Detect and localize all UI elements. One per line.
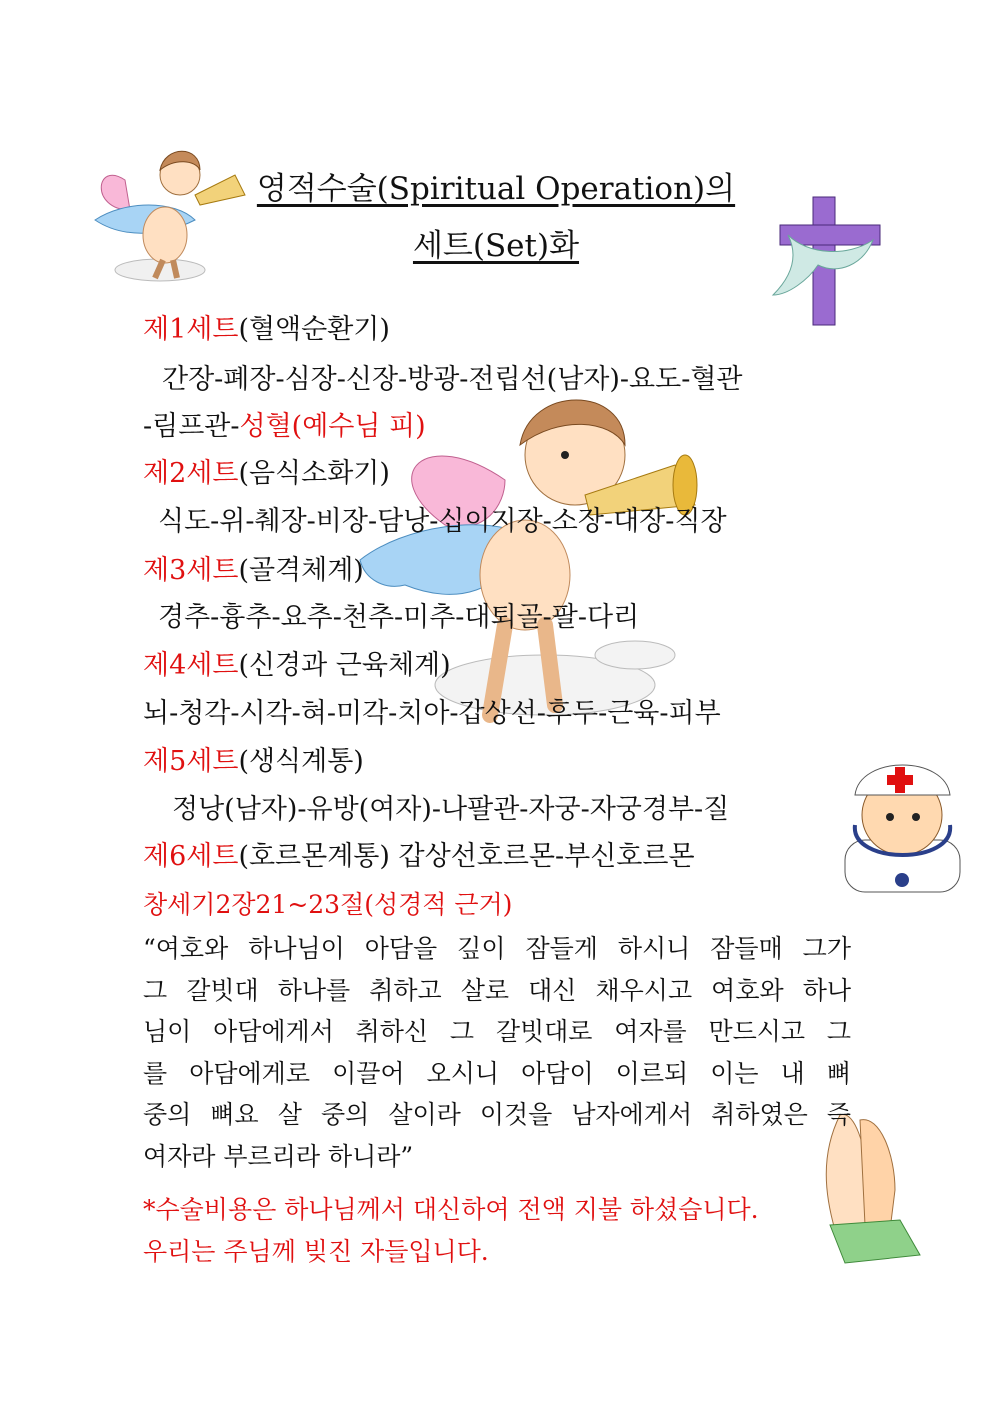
set3-heading: [143, 557, 364, 584]
set5-heading: [143, 748, 364, 775]
scripture-reference: 창세기2장21~23절(성경적 근거): [143, 890, 513, 919]
set-subtitle: (신경과 근육체계): [238, 650, 451, 681]
scripture-line: 님이 아담에게서 취하신 그 갈빗대로 여자를 만드시고 그: [143, 1017, 851, 1046]
scripture-line: 그 갈빗대 하나를 취하고 살로 대신 채우시고 여호와 하나: [143, 975, 851, 1005]
set1-items-line2: [143, 413, 426, 440]
debt-note: 우리는 주님께 빚진 자들입니다.: [143, 1237, 489, 1266]
set-subtitle: (생식계통): [238, 746, 364, 777]
set-subtitle: (혈액순환기): [238, 314, 390, 345]
set1-items-prefix: -림프관-: [143, 411, 240, 442]
set4-items: 뇌-청각-시각-혀-미각-치아-갑상선-후두-근육-피부: [143, 698, 721, 729]
doctor-icon: [820, 755, 980, 895]
set-label: 제4세트: [143, 650, 239, 681]
set-subtitle: (호르몬계통) 갑상선호르몬-부신호르몬: [238, 841, 695, 872]
page-title-line2: 세트(Set)화: [412, 228, 580, 264]
set4-heading: [143, 652, 451, 679]
set-subtitle: (골격체계): [238, 555, 364, 586]
set1-items-red: 성혈(예수님 피): [239, 411, 426, 442]
set2-items: 식도-위-췌장-비장-담낭-십이지장-소장-대장-직장: [158, 506, 727, 537]
set2-heading: [143, 460, 390, 487]
set-label: 제5세트: [143, 746, 239, 777]
set5-items: 정낭(남자)-유방(여자)-나팔관-자궁-자궁경부-질: [172, 794, 730, 825]
set6-heading: [143, 843, 695, 870]
scripture-text: [143, 928, 851, 1177]
page-title-line1: 영적수술(Spiritual Operation)의: [256, 171, 736, 207]
set-label: 제2세트: [143, 458, 239, 489]
set-label: 제3세트: [143, 555, 239, 586]
scripture-line: “여호와 하나님이 아담을 깊이 잠들게 하시니 잠들매 그가: [143, 934, 851, 963]
set-label: 제1세트: [143, 314, 239, 345]
scripture-line: 여자라 부르리라 하니라”: [143, 1141, 414, 1171]
set-subtitle: (음식소화기): [238, 458, 390, 489]
scripture-line: 를 아담에게로 이끌어 오시니 아담이 이르되 이는 내 뼈: [143, 1058, 851, 1088]
set1-items-line1: 간장-폐장-심장-신장-방광-전립선(남자)-요도-혈관: [162, 364, 743, 395]
scripture-line: 중의 뼈요 살 중의 살이라 이것을 남자에게서 취하였은 즉: [143, 1100, 851, 1129]
set1-heading: [143, 316, 390, 343]
cost-note: *수술비용은 하나님께서 대신하여 전액 지불 하셨습니다.: [143, 1195, 759, 1224]
set-label: 제6세트: [143, 841, 239, 872]
set3-items: 경추-흉추-요추-천추-미추-대퇴골-팔-다리: [158, 602, 640, 633]
